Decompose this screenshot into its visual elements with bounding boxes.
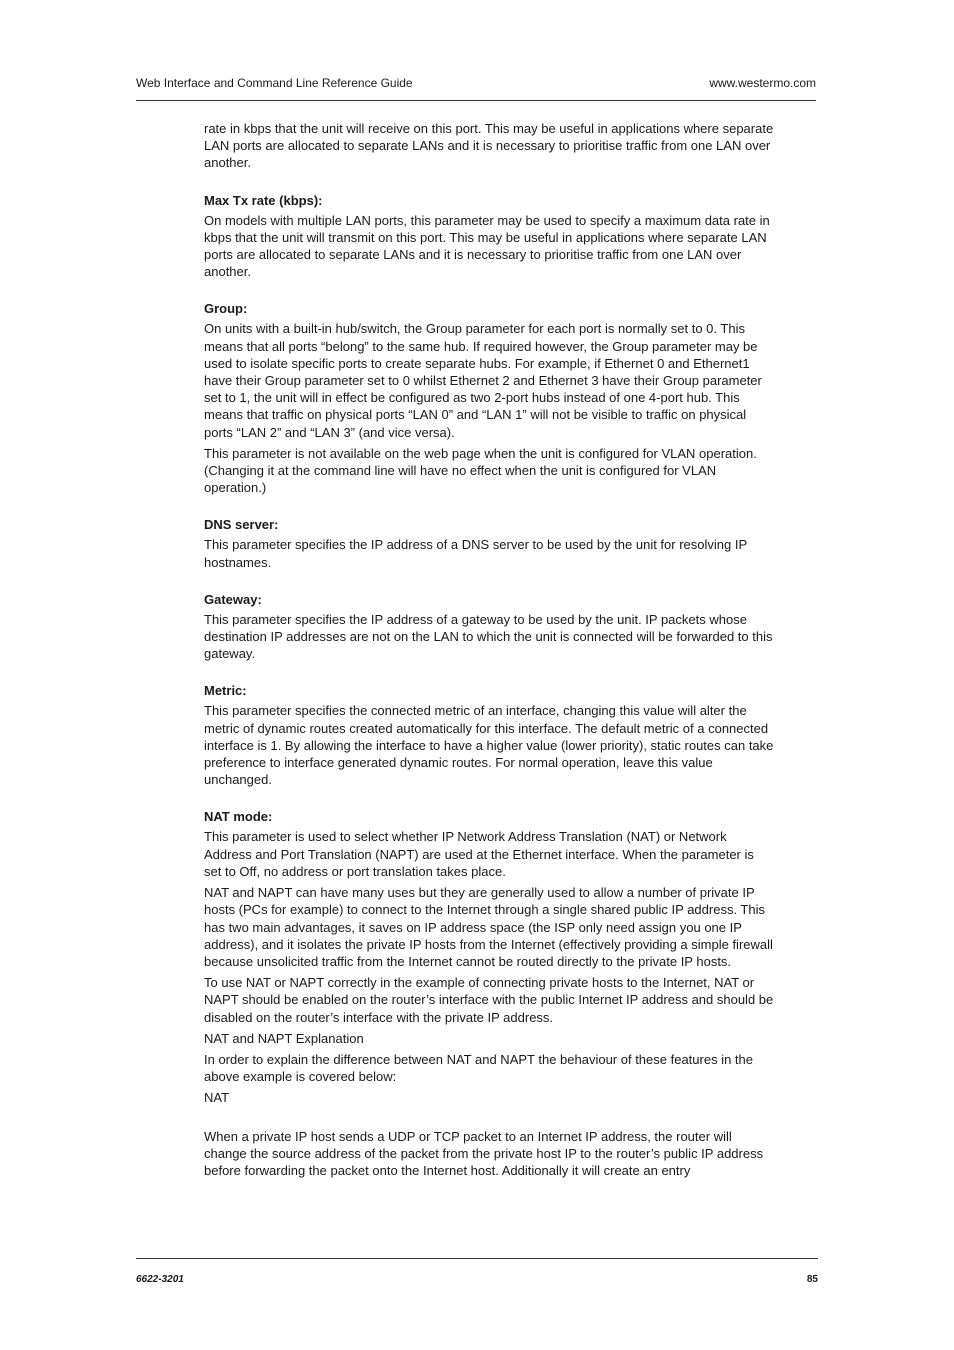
nat-paragraph-3: To use NAT or NAPT correctly in the example of connecting private hosts to the Internet, NAT or NAPT should be enabled on the router’s interface with the public Internet IP address and should be disabled on the router’s interface with the private IP address. <box>204 975 774 1025</box>
nat-paragraph-2: NAT and NAPT can have many uses but they are generally used to allow a number of private IP hosts (PCs for example) to connect to the Internet through a single shared public IP address. This has two main advantages, it saves on IP address space (the ISP only need assign you one IP address), and it isolates the private IP hosts from the Internet (effectively providing a simple firewall because unsolicited traffic from the Internet cannot be routed directly to the private IP hosts. <box>204 885 773 969</box>
metric-paragraph: This parameter specifies the connected metric of an interface, changing this value will alter the metric of dynamic routes created automatically for this interface. The default metric of a connected interface is 1. By allowing the interface to have a higher value (lower priority), static routes can take preference to interface generated dynamic routes. For normal operation, leave this value unchanged. <box>204 703 774 788</box>
nat-heading: NAT mode: <box>204 809 273 825</box>
maxtx-paragraph: On models with multiple LAN ports, this parameter may be used to specify a maximum data rate in kbps that the unit will transmit on this port. This may be useful in applications where separate LAN ports are allocated to separate LANs and it is necessary to prioritise traffic from one LAN over another. <box>204 212 770 280</box>
gateway-paragraph: This parameter specifies the IP address of a gateway to be used by the unit. IP packets whose destination IP addresses are not on the LAN to which the unit is connected will be forwarded to this gateway. <box>204 611 773 662</box>
page-header <box>136 76 816 90</box>
gateway-heading: Gateway: <box>204 591 262 607</box>
dns-paragraph: This parameter specifies the IP address of a DNS server to be used by the unit for resolving IP hostnames. <box>204 537 747 570</box>
nat-paragraph-4: NAT and NAPT Explanation <box>204 1030 364 1046</box>
header-title: Web Interface and Command Line Reference Guide <box>136 76 413 90</box>
page-footer <box>136 1274 818 1285</box>
nat-paragraph-6: NAT <box>204 1090 230 1106</box>
nat-paragraph-7: When a private IP host sends a UDP or TCP packet to an Internet IP address, the router will change the source address of the packet from the private host IP to the router’s public IP address before forwarding the packet onto the Internet host. Additionally it will create an entry <box>204 1128 764 1178</box>
dns-heading: DNS server: <box>204 517 279 533</box>
maxtx-heading: Max Tx rate (kbps): <box>204 192 323 208</box>
nat-paragraph-1: This parameter is used to select whether IP Network Address Translation (NAT) or Network Address and Port Translation (NAPT) are used at the Ethernet interface. When the parameter is set to Off, no address or port translation takes place. <box>204 829 754 879</box>
group-paragraph-1: On units with a built-in hub/switch, the Group parameter for each port is normally set to 0. This means that all ports “belong” to the same hub. If required however, the Group parameter may be used to isolate specific ports to create separate hubs. For example, if Ethernet 0 and Ethernet1 have their Group parameter set to 0 whilst Ethernet 2 and Ethernet 3 have their Group parameter set to 1, the unit will in effect be configured as two 2-port hubs instead of one 4-port hub. This means that traffic on physical ports “LAN 0” and “LAN 1” will not be visible to traffic on physical ports “LAN 2” and “LAN 3” (and vice versa). <box>204 321 762 440</box>
header-divider <box>136 100 816 101</box>
document-number: 6622-3201 <box>136 1274 184 1285</box>
group-paragraph-2: This parameter is not available on the web page when the unit is configured for VLAN operation. (Changing it at the command line will have no effect when the unit is configured for VLAN operation.) <box>204 445 757 496</box>
intro-paragraph: rate in kbps that the unit will receive on this port. This may be useful in applications where separate LAN ports are allocated to separate LANs and it is necessary to prioritise traffic from one LAN over another. <box>204 121 774 171</box>
nat-paragraph-5: In order to explain the difference between NAT and NAPT the behaviour of these features in the above example is covered below: <box>204 1051 753 1085</box>
page-number: 85 <box>806 1274 818 1285</box>
footer-divider <box>136 1258 818 1259</box>
page-body <box>204 120 774 1183</box>
metric-heading: Metric: <box>204 683 247 699</box>
blank-line <box>204 1111 774 1128</box>
header-url: www.westermo.com <box>709 76 816 90</box>
group-heading: Group: <box>204 301 248 317</box>
